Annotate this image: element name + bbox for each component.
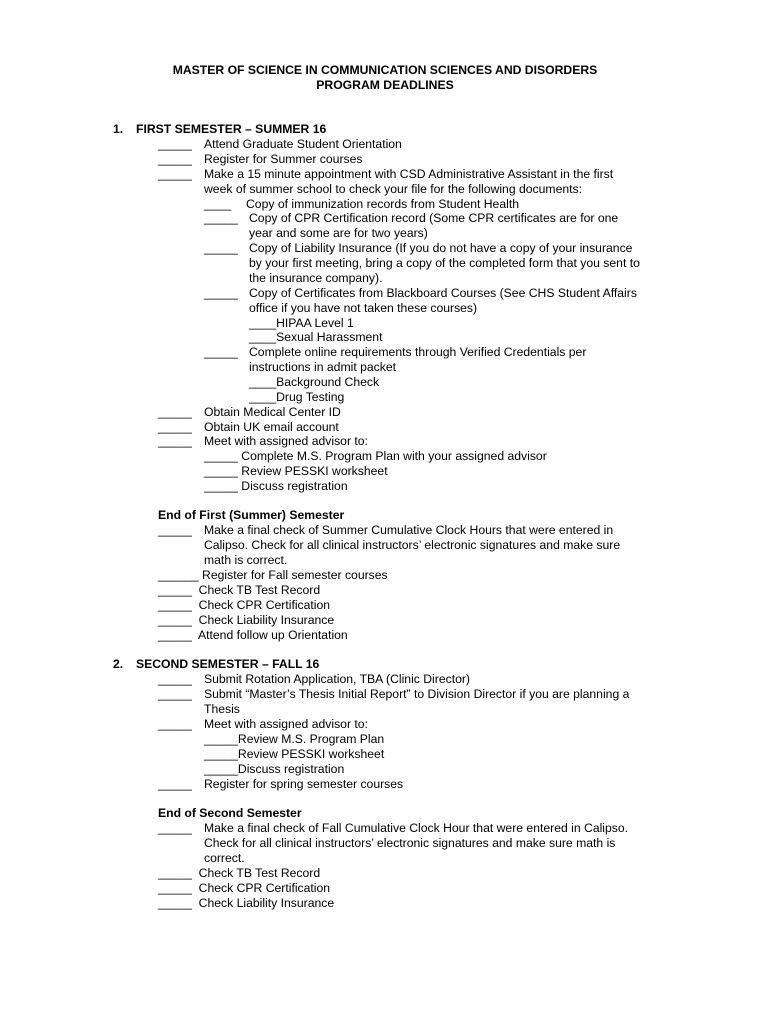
sub-list-item: ____Sexual Harassment — [249, 330, 383, 344]
list-item-continued: the insurance company). — [249, 271, 383, 285]
list-item-continued: office if you have not taken these courses) — [249, 301, 478, 315]
sub-list-item: _____Review M.S. Program Plan — [204, 732, 385, 746]
list-item-continued: correct. — [204, 851, 245, 865]
list-item: _____ Check Liability Insurance — [158, 896, 335, 910]
list-item: ______ Register for Fall semester courses — [158, 568, 388, 582]
checkbox-blank[interactable]: _____ — [158, 152, 192, 166]
checkbox-blank[interactable]: _____ — [158, 420, 192, 434]
checkbox-blank[interactable]: _____ — [158, 405, 192, 419]
checkbox-blank[interactable]: _____ — [158, 167, 192, 181]
checkbox-blank[interactable]: _____ — [204, 241, 238, 255]
section-number: 2. — [113, 657, 124, 671]
list-item: Meet with assigned advisor to: — [204, 717, 368, 731]
sub-list-item: _____ Complete M.S. Program Plan with your assigned advisor — [204, 449, 547, 463]
list-item: Register for spring semester courses — [204, 777, 404, 791]
list-item: Attend Graduate Student Orientation — [204, 137, 402, 151]
checkbox-blank[interactable]: _____ — [158, 821, 192, 835]
list-item: Complete online requirements through Verified Credentials per — [249, 345, 587, 359]
list-item-continued: by your first meeting, bring a copy of the completed form that you sent to — [249, 256, 640, 270]
list-item: Make a final check of Summer Cumulative Clock Hours that were entered in — [204, 523, 614, 537]
list-item-continued: math is correct. — [204, 553, 288, 567]
checkbox-blank[interactable]: ____ — [204, 197, 232, 211]
checkbox-blank[interactable]: _____ — [158, 137, 192, 151]
sub-list-item: _____Discuss registration — [204, 762, 345, 776]
list-item: Submit Rotation Application, TBA (Clinic Director) — [204, 672, 470, 686]
list-item: Obtain Medical Center ID — [204, 405, 341, 419]
list-item: Meet with assigned advisor to: — [204, 434, 368, 448]
list-item: _____ Check TB Test Record — [158, 583, 321, 597]
list-item: _____ Check CPR Certification — [158, 881, 331, 895]
checkbox-blank[interactable]: _____ — [204, 211, 238, 225]
checkbox-blank[interactable]: _____ — [204, 345, 238, 359]
checkbox-blank[interactable]: _____ — [158, 523, 192, 537]
page-subtitle: PROGRAM DEADLINES — [316, 78, 454, 92]
page-title: MASTER OF SCIENCE IN COMMUNICATION SCIENCES AND DISORDERS — [172, 63, 598, 77]
list-item-continued: instructions in admit packet — [249, 360, 396, 374]
list-item: Submit “Master’s Thesis Initial Report” to Division Director if you are planning a — [204, 687, 630, 701]
sub-list-item: ____Drug Testing — [249, 390, 345, 404]
section-heading: FIRST SEMESTER – SUMMER 16 — [136, 122, 327, 136]
list-item-continued: Thesis — [204, 702, 240, 716]
list-item: _____ Attend follow up Orientation — [158, 628, 348, 642]
sub-list-item: _____Review PESSKI worksheet — [204, 747, 385, 761]
checkbox-blank[interactable]: _____ — [158, 687, 192, 701]
sub-list-item: ____HIPAA Level 1 — [249, 316, 354, 330]
sub-list-item: _____ Discuss registration — [204, 479, 348, 493]
list-item: Copy of immunization records from Student Health — [246, 197, 519, 211]
subsection-heading: End of First (Summer) Semester — [158, 508, 345, 522]
checkbox-blank[interactable]: _____ — [158, 434, 192, 448]
sub-list-item: ____Background Check — [249, 375, 380, 389]
list-item: _____ Check TB Test Record — [158, 866, 321, 880]
checkbox-blank[interactable]: _____ — [158, 717, 192, 731]
list-item: Copy of Liability Insurance (If you do not have a copy of your insurance — [249, 241, 633, 255]
list-item-continued: Check for all clinical instructors’ electronic signatures and make sure math is — [204, 836, 616, 850]
list-item-continued: Calipso. Check for all clinical instructors’ electronic signatures and make sure — [204, 538, 621, 552]
list-item: Copy of CPR Certification record (Some CPR certificates are for one — [249, 211, 619, 225]
list-item: Copy of Certificates from Blackboard Courses (See CHS Student Affairs — [249, 286, 637, 300]
list-item: Register for Summer courses — [204, 152, 363, 166]
list-item-continued: week of summer school to check your file for the following documents: — [204, 182, 582, 196]
checkbox-blank[interactable]: _____ — [204, 286, 238, 300]
section-number: 1. — [113, 122, 124, 136]
list-item: _____ Check CPR Certification — [158, 598, 331, 612]
checkbox-blank[interactable]: _____ — [158, 672, 192, 686]
list-item: Obtain UK email account — [204, 420, 339, 434]
sub-list-item: _____ Review PESSKI worksheet — [204, 464, 388, 478]
checkbox-blank[interactable]: _____ — [158, 777, 192, 791]
subsection-heading: End of Second Semester — [158, 806, 302, 820]
section-heading: SECOND SEMESTER – FALL 16 — [136, 657, 320, 671]
list-item-continued: year and some are for two years) — [249, 226, 428, 240]
list-item: Make a 15 minute appointment with CSD Administrative Assistant in the first — [204, 167, 614, 181]
list-item: _____ Check Liability Insurance — [158, 613, 335, 627]
list-item: Make a final check of Fall Cumulative Clock Hour that were entered in Calipso. — [204, 821, 629, 835]
